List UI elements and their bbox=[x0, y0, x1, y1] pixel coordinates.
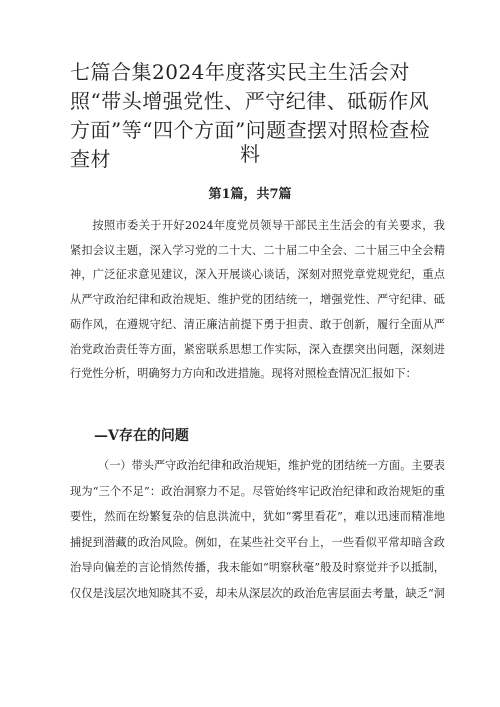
section-paragraph: （一）带头严守政治纪律和政治规矩，维护党的团结统一方面。主要表现为“三个不足”：政治洞察力不足。尽管始终牢记政治纪律和政治规矩的重要性，然而在纷繁复杂的信息洪流中，犹如“雾里看花”，难以迅速而精准地捕捉到潜藏的政治风险。例如，在某些社交平台上，一些看似平常却暗含政治导向偏差的言论悄然传播，我未能如“明察秋毫”般及时察觉并予以抵制，仅仅是浅层次地知晓其不妥，却未从深层次的政治危害层面去考量，缺乏“洞 bbox=[70, 459, 445, 600]
document-title-continuation: 料 bbox=[240, 142, 260, 166]
section-heading: —V存在的问题 bbox=[94, 428, 189, 444]
part-label: 第1篇，共7篇 bbox=[208, 187, 292, 202]
document-title: 七篇合集2024年度落实民主生活会对照“带头增强党性、严守纪律、砥砺作风方面”等“四个方面”问题查摆对照检查检查材 bbox=[70, 60, 431, 171]
intro-paragraph: 按照市委关于开好2024年度党员领导干部民主生活会的有关要求，我紧扣会议主题，深入学习党的二十大、二十届二中全会、二十届三中全会精神，广泛征求意见建议，深入开展谈心谈话，深刻对照党章党规党纪，重点从严守政治纪律和政治规矩、维护党的团结统一，增强党性、严守纪律、砥砺作风，在遵规守纪、清正廉洁前提下勇于担责、敢于创新，履行全面从严治党政治责任等方面，紧密联系思想工作实际，深入查摆突出问题，深刻进行党性分析，明确努力方向和改进措施。现将对照检查情况汇报如下： bbox=[70, 219, 445, 381]
